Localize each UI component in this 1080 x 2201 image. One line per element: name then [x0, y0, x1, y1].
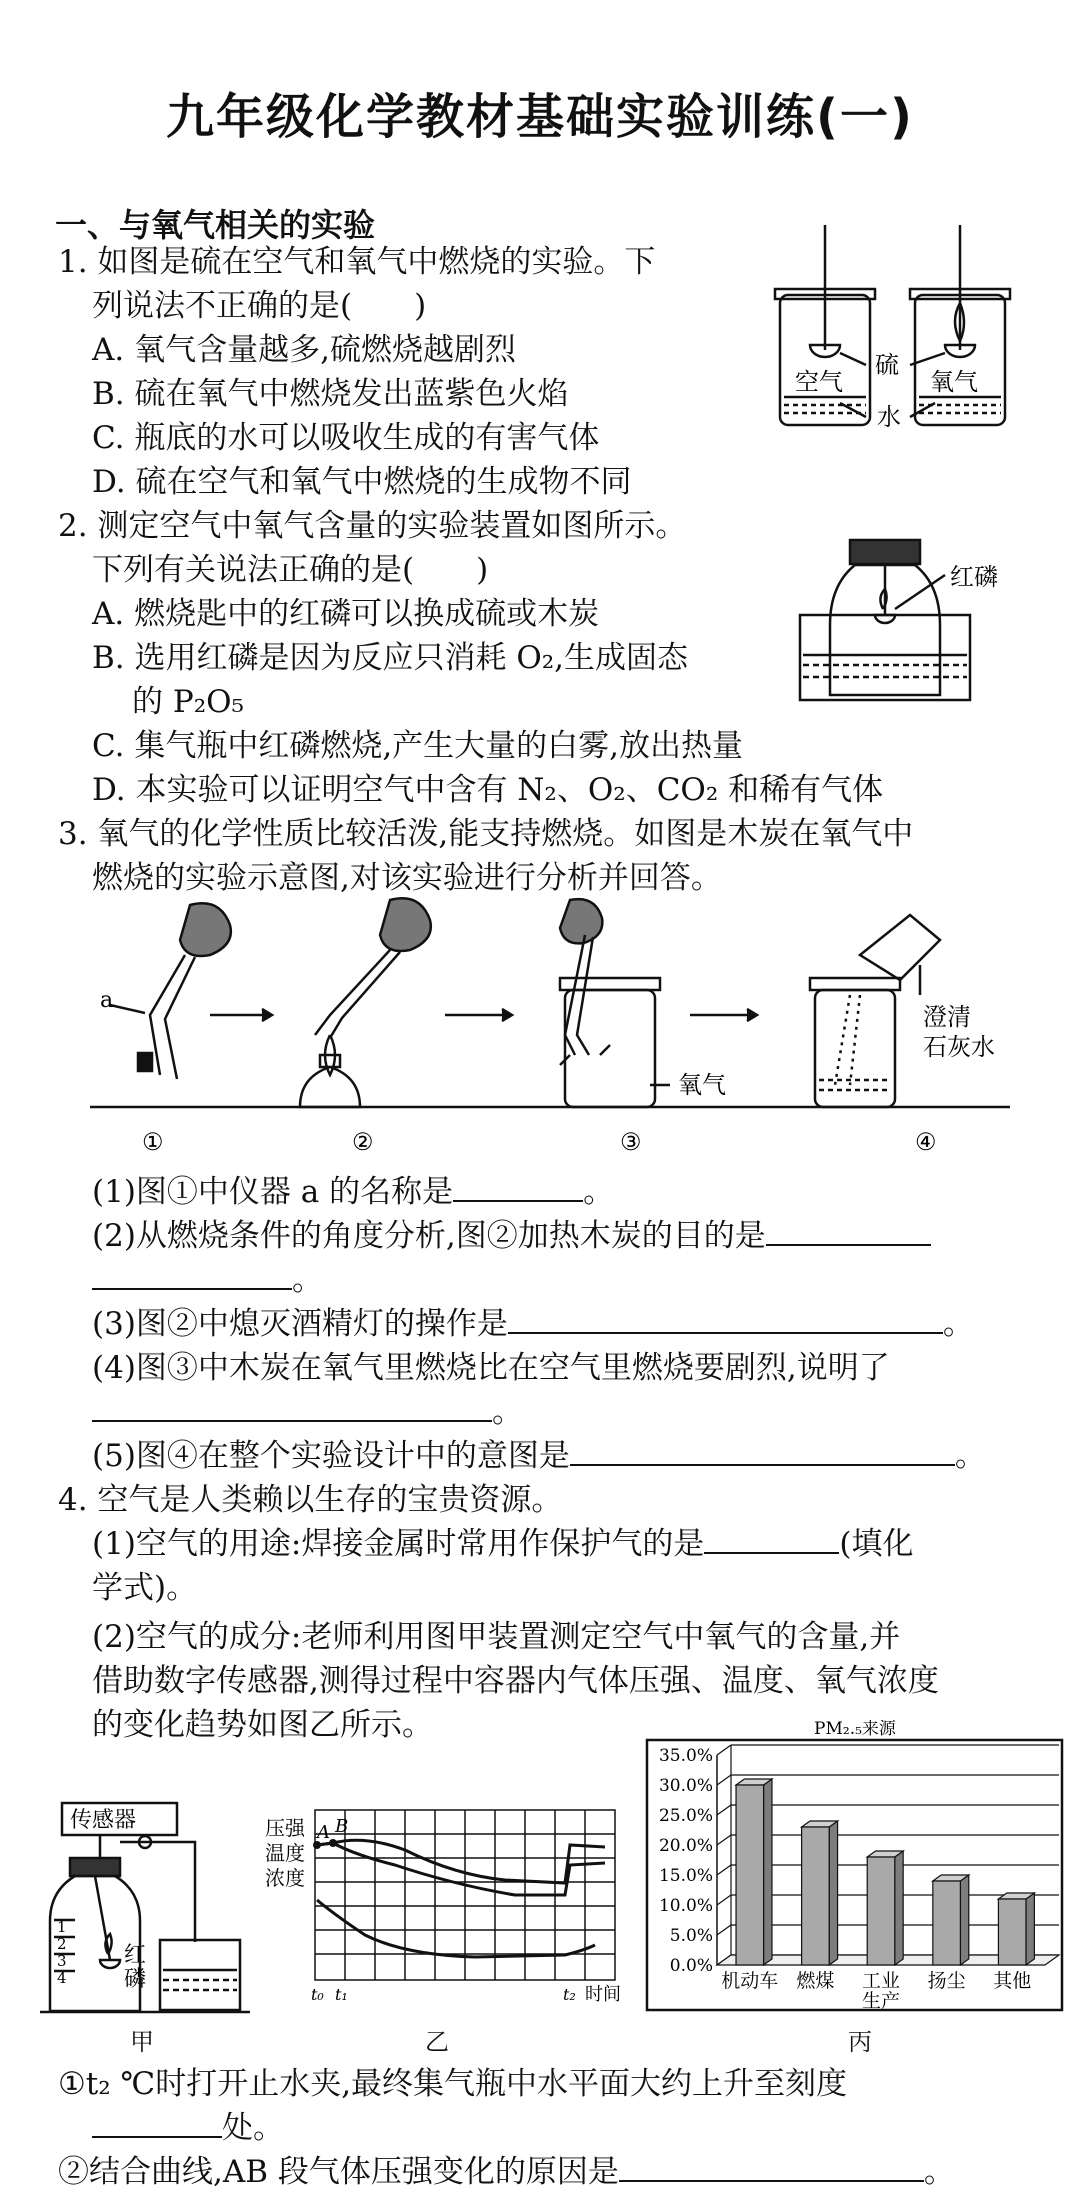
chart-gridline-depth: [717, 1895, 731, 1905]
q1-figure-bottles: [760, 225, 1040, 445]
chart-bar: [736, 1785, 764, 1965]
q1-water-label: 水: [877, 403, 901, 431]
q3-limewater-label-1: 澄清: [923, 1003, 971, 1031]
q4-point-b: B: [335, 1816, 349, 1837]
chart-bar: [933, 1881, 961, 1965]
q2-option-a: A. 燃烧匙中的红磷可以换成硫或木炭: [92, 596, 600, 632]
chart-bar: [998, 1899, 1026, 1965]
q4-figure-bing-chart: [645, 1720, 1065, 2025]
chart-y-tick-label: 30.0%: [658, 1776, 713, 1796]
q4-red-phos-label-1: 红: [124, 1943, 147, 1968]
chart-gridline-depth: [717, 1835, 731, 1845]
chart-x-tick-label: 其他: [993, 1970, 1032, 1992]
chart-gridline-depth: [717, 1745, 731, 1755]
chart-x-tick-label-line2: 生产: [861, 1990, 901, 2012]
q1-air-label: 空气: [795, 368, 843, 396]
q4-scale-mark-3: 3: [57, 1952, 67, 1970]
q3-part-5-blank[interactable]: [570, 1434, 955, 1466]
q2-option-d: D. 本实验可以证明空气中含有 N₂、O₂、CO₂ 和稀有气体: [92, 772, 884, 808]
chart-bar-side: [1026, 1893, 1034, 1965]
q1-option-a: A. 氧气含量越多,硫燃烧越剧烈: [92, 332, 516, 368]
q2-stem-2: 下列有关说法正确的是( ): [92, 552, 489, 588]
q1-stem-1: 1. 如图是硫在空气和氧气中燃烧的实验。下: [58, 244, 656, 280]
q1-option-d: D. 硫在空气和氧气中燃烧的生成物不同: [92, 464, 632, 500]
q3-part-3-blank[interactable]: [508, 1302, 943, 1334]
q3-figure-sequence: [90, 895, 1020, 1165]
chart-gridline-depth: [717, 1775, 731, 1785]
q4-figure-jia: [40, 1800, 255, 2040]
q3-part-4-cont: 。: [92, 1390, 523, 1434]
chart-y-tick-label: 20.0%: [658, 1836, 713, 1856]
q2-option-b-1: B. 选用红磷是因为反应只消耗 O₂,生成固态: [92, 640, 689, 676]
q3-limewater-label-2: 石灰水: [923, 1033, 995, 1061]
q4-scale-mark-2: 2: [57, 1935, 67, 1953]
q3-part-5: (5)图④在整个实验设计中的意图是 。: [92, 1434, 986, 1478]
q4-sub-2-blank[interactable]: [619, 2150, 924, 2182]
q4-y-label-pressure: 压强: [265, 1816, 305, 1840]
q4-x-label-time: 时间: [585, 1984, 621, 2005]
chart-x-tick-label: 工业: [861, 1970, 901, 1992]
q4-sub-1-blank[interactable]: [92, 2106, 222, 2138]
q2-option-b-2: 的 P₂O₅: [132, 684, 244, 720]
q3-part-1: (1)图①中仪器 a 的名称是 。: [92, 1170, 614, 1214]
chart-y-tick-label: 0.0%: [669, 1956, 713, 1976]
q4-tick-t0: t₀: [311, 1985, 324, 2004]
q4-sub-1: ①t₂ ℃时打开止水夹,最终集气瓶中水平面大约上升至刻度: [58, 2066, 848, 2102]
q3-stem-2: 燃烧的实验示意图,对该实验进行分析并回答。: [92, 860, 722, 896]
q4-tick-t2: t₂: [563, 1985, 576, 2004]
q3-stem-1: 3. 氧气的化学性质比较活泼,能支持燃烧。如图是木炭在氧气中: [58, 816, 914, 852]
q4-part-2-line-3: 的变化趋势如图乙所示。: [92, 1707, 433, 1743]
q2-stem-1: 2. 测定空气中氧气含量的实验装置如图所示。: [58, 508, 687, 544]
q1-option-c: C. 瓶底的水可以吸收生成的有害气体: [92, 420, 600, 456]
chart-bar: [802, 1827, 830, 1965]
chart-gridline-depth: [717, 1925, 731, 1935]
q3-part-1-blank[interactable]: [453, 1170, 583, 1202]
chart-y-tick-label: 25.0%: [658, 1806, 713, 1826]
q3-part-3: (3)图②中熄灭酒精灯的操作是 。: [92, 1302, 974, 1346]
q3-oxygen-label: 氧气: [678, 1071, 726, 1099]
chart-y-tick-label: 10.0%: [658, 1896, 713, 1916]
chart-x-tick-label: 燃煤: [796, 1970, 835, 1992]
q4-sensor-label: 传感器: [70, 1808, 137, 1833]
chart-x-tick-label: 扬尘: [927, 1970, 966, 1992]
chart-bar-side: [829, 1821, 837, 1965]
q2-red-phosphorus-label: 红磷: [950, 563, 998, 591]
q3-part-2-cont: 。: [92, 1258, 323, 1302]
section-heading: 一、与氧气相关的实验: [55, 206, 376, 244]
q4-red-phos-label-2: 磷: [124, 1967, 147, 1992]
q4-figure-bing-caption: 丙: [848, 2028, 872, 2056]
chart-title: PM₂.₅来源: [814, 1720, 896, 1739]
q3-figure-number-2: ②: [352, 1128, 374, 1156]
chart-x-tick-label: 机动车: [721, 1970, 779, 1992]
q4-scale-mark-4: 4: [57, 1969, 67, 1987]
q3-part-2: (2)从燃烧条件的角度分析,图②加热木炭的目的是: [92, 1214, 931, 1258]
page-title: 九年级化学教材基础实验训练(一): [166, 89, 914, 145]
q4-tick-t1: t₁: [335, 1985, 348, 2004]
q4-part-2-line-1: (2)空气的成分:老师利用图甲装置测定空气中氧气的含量,并: [92, 1619, 901, 1655]
q4-y-label-concentration: 浓度: [265, 1866, 305, 1890]
q2-option-c: C. 集气瓶中红磷燃烧,产生大量的白雾,放出热量: [92, 728, 744, 764]
q4-part-1-cont: 学式)。: [92, 1570, 198, 1606]
q4-sub-2: ②结合曲线,AB 段气体压强变化的原因是 。: [58, 2150, 955, 2194]
chart-gridline-depth: [717, 1865, 731, 1875]
q3-instrument-a-label: a: [100, 988, 114, 1013]
q3-part-4-blank[interactable]: [92, 1390, 492, 1422]
q4-point-a: A: [317, 1822, 330, 1843]
q4-part-1-blank[interactable]: [704, 1522, 839, 1554]
q3-figure-number-1: ①: [142, 1128, 164, 1156]
q4-figure-yi-caption: 乙: [425, 2028, 449, 2056]
q1-option-b: B. 硫在氧气中燃烧发出蓝紫色火焰: [92, 376, 569, 412]
q4-part-2-line-2: 借助数字传感器,测得过程中容器内气体压强、温度、氧气浓度: [92, 1663, 939, 1699]
chart-bar-side: [895, 1851, 903, 1965]
q1-stem-2: 列说法不正确的是( ): [92, 288, 427, 324]
chart-bar: [867, 1857, 895, 1965]
q3-part-2-blank-a[interactable]: [766, 1214, 931, 1246]
chart-y-tick-label: 15.0%: [658, 1866, 713, 1886]
q4-y-label-temperature: 温度: [265, 1841, 305, 1865]
q1-sulfur-label: 硫: [875, 351, 899, 379]
q3-part-2-blank-b[interactable]: [92, 1258, 292, 1290]
q2-figure-apparatus: [795, 505, 1045, 705]
q1-oxygen-label: 氧气: [930, 368, 978, 396]
q4-figure-yi: [255, 1805, 640, 2015]
chart-y-tick-label: 35.0%: [658, 1746, 713, 1766]
q4-scale-mark-1: 1: [57, 1918, 67, 1936]
q4-stem: 4. 空气是人类赖以生存的宝贵资源。: [58, 1482, 563, 1518]
chart-bar-side: [764, 1779, 772, 1965]
q4-figure-jia-caption: 甲: [130, 2028, 154, 2056]
chart-gridline-depth: [717, 1805, 731, 1815]
q3-figure-number-4: ④: [915, 1128, 937, 1156]
q4-sub-1-cont: 处。: [92, 2106, 284, 2150]
q4-part-1: (1)空气的用途:焊接金属时常用作保护气的是 (填化: [92, 1522, 913, 1566]
chart-bar-side: [960, 1875, 968, 1965]
q3-part-4: (4)图③中木炭在氧气里燃烧比在空气里燃烧要剧烈,说明了: [92, 1350, 890, 1386]
chart-y-tick-label: 5.0%: [669, 1926, 713, 1946]
q3-figure-number-3: ③: [620, 1128, 642, 1156]
